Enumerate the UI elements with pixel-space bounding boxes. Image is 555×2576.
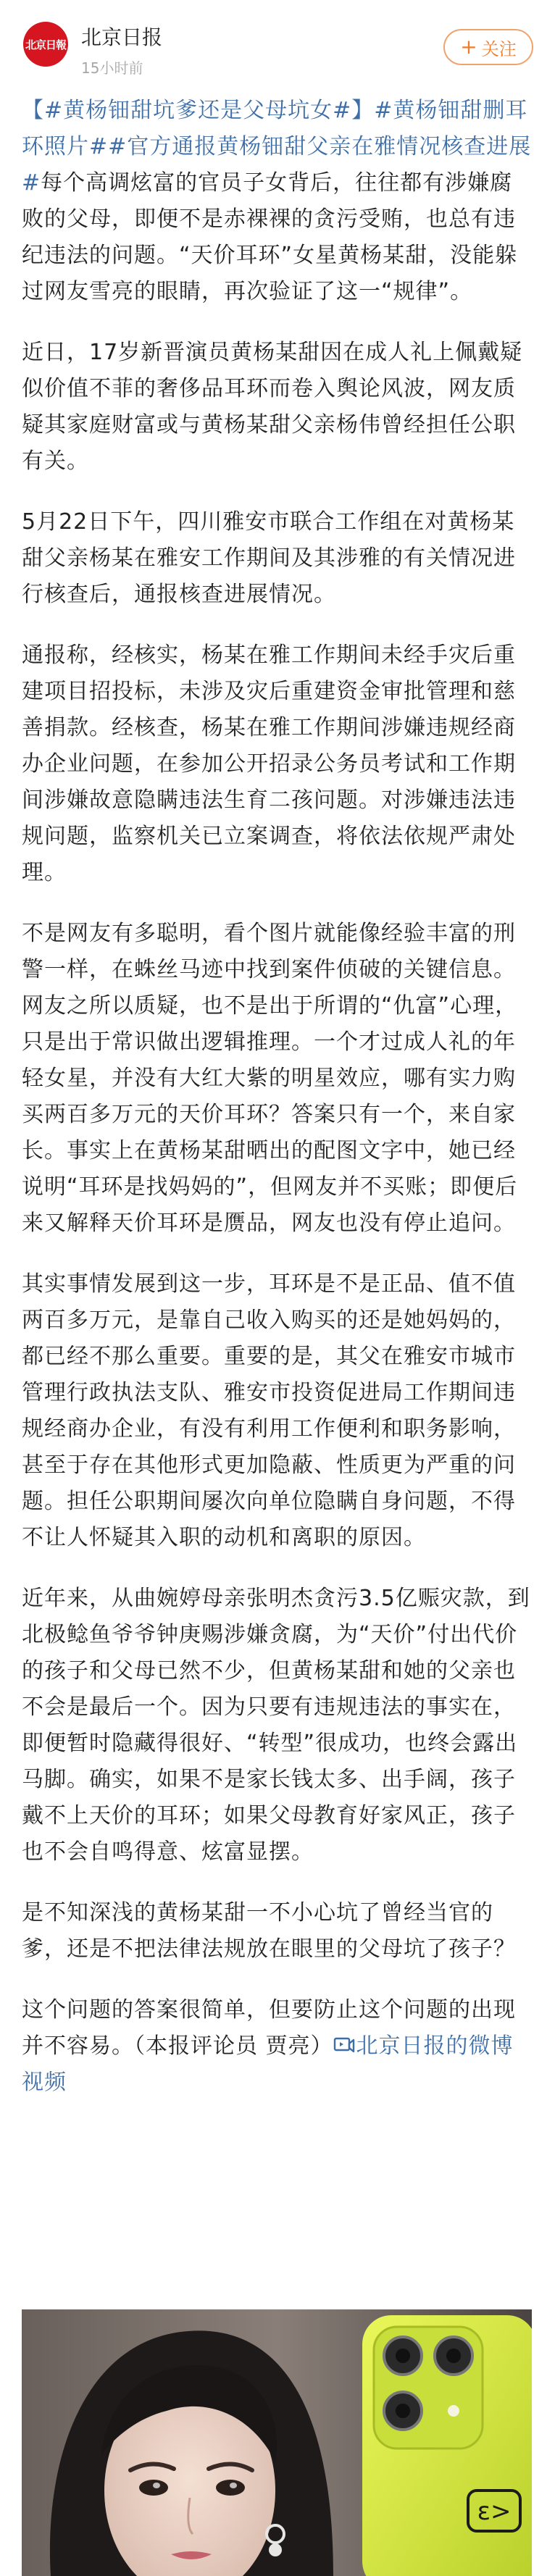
post-paragraph [22, 1992, 535, 2101]
phone-case-doodle: ɛ> [477, 2497, 512, 2526]
mirror-selfie-image [22, 2309, 532, 2576]
post-text: 每个高调炫富的官员子女背后，往往都有涉嫌腐败的父母，即便不是赤裸裸的贪污受贿，也总有违纪违法的问题。“天价耳环”女星黄杨某甜，没能躲过网友雪亮的眼睛，再次验证了这一“规律”。 [22, 170, 518, 304]
post-time: 15小时前 [81, 59, 143, 77]
post-text: 这个问题的答案很简单，但要防止这个问题的出现并不容易。（本报评论员 贾亮） [22, 1997, 516, 2059]
post-header [0, 0, 555, 87]
post-paragraph: 通报称，经核实，杨某在雅工作期间未经手灾后重建项目招投标，未涉及灾后重建资金审批管理和慈善捐款。经核查，杨某在雅工作期间涉嫌违规经商办企业问题，在参加公开招录公务员考试和工作期间涉嫌故意隐瞒违法生育二孩问题。对涉嫌违法违规问题，监察机关已立案调查，将依法依规严肃处理。 [22, 643, 516, 885]
follow-label: 关注 [481, 38, 517, 59]
avatar[interactable] [23, 22, 68, 67]
post-paragraph: 5月22日下午，四川雅安市联合工作组在对黄杨某甜父亲杨某在雅安工作期间及其涉雅的有关情况进行核查后，通报核查进展情况。 [22, 509, 516, 607]
plus-icon: + [460, 35, 477, 59]
avatar-logo-text: 北京日報 [25, 38, 66, 51]
post-paragraph: 近日，17岁新晋演员黄杨某甜因在成人礼上佩戴疑似价值不菲的奢侈品耳环而卷入舆论风波，网友质疑其家庭财富或与黄杨某甜父亲杨伟曾经担任公职有关。 [22, 340, 523, 474]
account-name[interactable]: 北京日报 [81, 25, 163, 49]
hashtag-link[interactable]: #黄杨钿甜删耳环照片# [22, 98, 528, 159]
video-link-icon [333, 2036, 355, 2055]
hashtag-link[interactable]: 【#黄杨钿甜坑爹还是父母坑女#】 [22, 98, 375, 123]
hashtag-link[interactable]: #官方通报黄杨钿甜父亲在雅情况核查进展# [22, 134, 532, 196]
post-paragraph: 不是网友有多聪明，看个图片就能像经验丰富的刑警一样，在蛛丝马迹中找到案件侦破的关键信息。网友之所以质疑，也不是出于所谓的“仇富”心理，只是出于常识做出逻辑推理。一个才过成人礼的年轻女星，并没有大红大紫的明星效应，哪有实力购买两百多万元的天价耳环？答案只有一个，来自家长。事实上在黄杨某甜晒出的配图文字中，她已经说明“耳环是找妈妈的”，但网友并不买账；即便后来又解释天价耳环是赝品，网友也没有停止追问。 [22, 921, 518, 1236]
post-image[interactable] [22, 2309, 532, 2576]
follow-button[interactable] [443, 29, 533, 65]
post-paragraph [22, 93, 535, 310]
post-paragraph: 是不知深浅的黄杨某甜一不小心坑了曾经当官的爹，还是不把法律法规放在眼里的父母坑了孩子？ [22, 1900, 516, 1962]
video-link-label: 北京日报的微博视频 [22, 2033, 514, 2095]
post-paragraph: 近年来，从曲婉婷母亲张明杰贪污3.5亿赈灾款，到北极鲶鱼爷爷钟庚赐涉嫌贪腐，为“天价”付出代价的孩子和父母已然不少，但黄杨某甜和她的父亲也不会是最后一个。因为只要有违规违法的事实在，即便暂时隐藏得很好、“转型”很成功，也终会露出马脚。确实，如果不是家长钱太多、出手阔，孩子戴不上天价的耳环；如果父母教育好家风正，孩子也不会自鸣得意、炫富显摆。 [22, 1586, 530, 1865]
post-body [22, 93, 535, 2125]
post-paragraph: 其实事情发展到这一步，耳环是不是正品、值不值两百多万元，是靠自己收入购买的还是她妈妈的，都已经不那么重要。重要的是，其父在雅安市城市管理行政执法支队、雅安市投资促进局工作期间违规经商办企业，有没有利用工作便利和职务影响，甚至于存在其他形式更加隐蔽、性质更为严重的问题。担任公职期间屡次向单位隐瞒自身问题，不得不让人怀疑其入职的动机和离职的原因。 [22, 1271, 516, 1550]
